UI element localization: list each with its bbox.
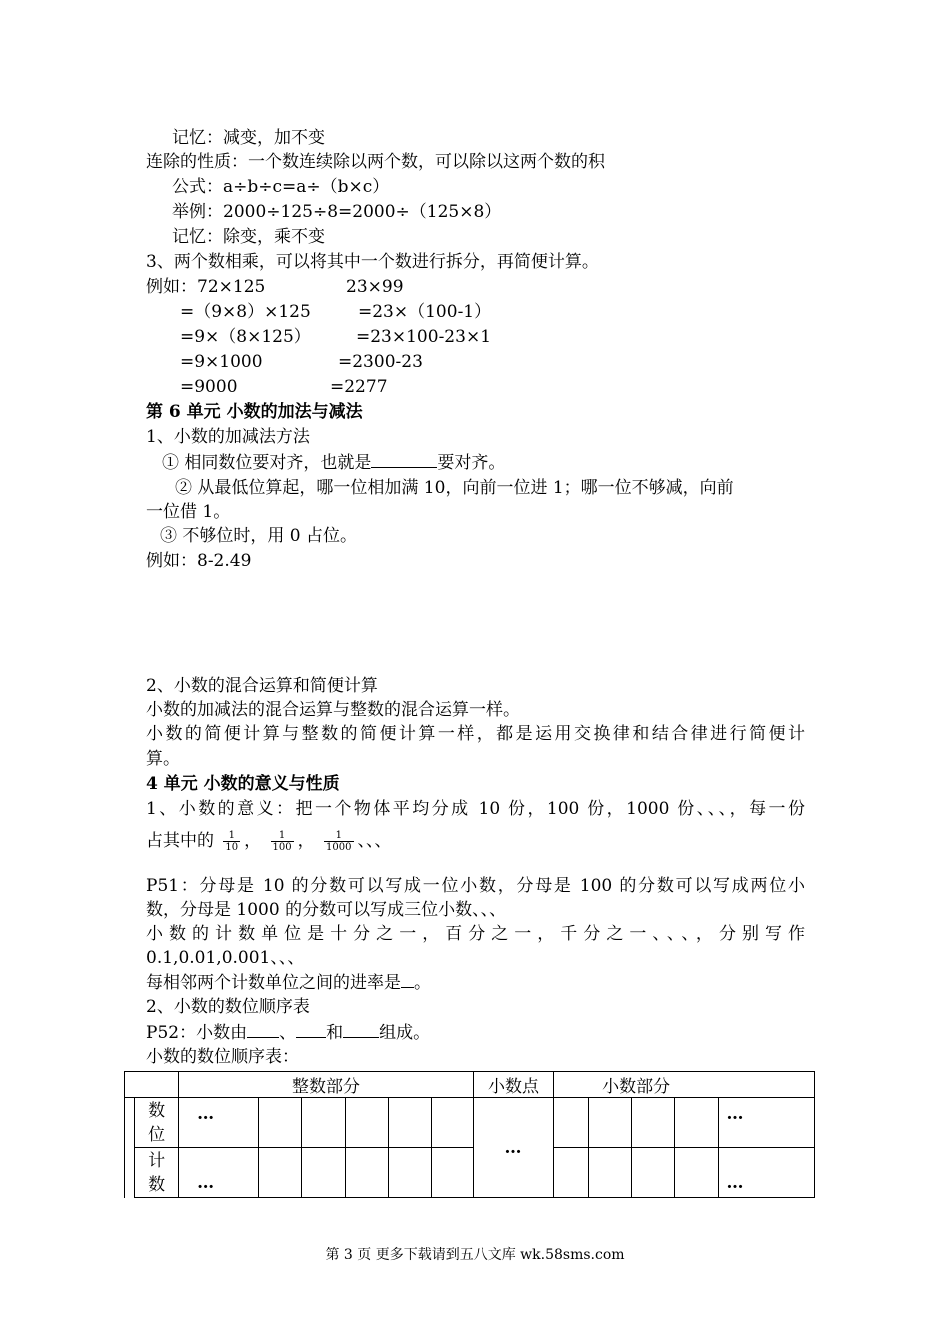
unit6-rule2b: 一位借 1。 (146, 502, 231, 522)
unit6-item2a: 小数的加减法的混合运算与整数的混合运算一样。 (146, 700, 520, 720)
sep-1: ， (244, 831, 262, 851)
example-b5: =2277 (330, 377, 388, 397)
example-line: 举例：2000÷125÷8=2000÷（125×8） (172, 202, 502, 222)
p52-blank-1 (247, 1021, 279, 1038)
p52-blank-3 (343, 1021, 379, 1038)
place-cell (675, 1098, 718, 1148)
unit6-example: 例如：8-2.49 (146, 551, 252, 571)
unit6-item2b: 小数的简便计算与整数的简便计算一样，都是运用交换律和结合律进行简便计 (146, 724, 805, 744)
counting-unit-a: 小数的计数单位是十分之一，百分之一，千分之一、、、，分别写作 (146, 924, 805, 944)
unit4-item1a: 1、小数的意义：把一个物体平均分成 10 份，100 份，1000 份、、、，每一份 (146, 799, 805, 819)
memory-line-1: 记忆：减变，加不变 (172, 128, 325, 148)
formula-line: 公式：a÷b÷c=a÷（b×c） (172, 177, 390, 197)
unit-cell (302, 1148, 345, 1198)
rule1-end: 要对齐。 (437, 453, 506, 473)
p52-sep2: 和 (326, 1023, 344, 1043)
unit-cell (259, 1148, 302, 1198)
unit6-item2: 2、小数的混合运算和简便计算 (146, 676, 378, 696)
place-dots-right: … (718, 1098, 814, 1148)
rate-end: 。 (414, 973, 431, 993)
header-integer-part: 整数部分 (179, 1072, 474, 1098)
unit6-rule3: ③ 不够位时，用 0 占位。 (160, 526, 358, 546)
unit-cell (632, 1148, 675, 1198)
example-a4: =9×1000 (180, 352, 263, 372)
place-cell (345, 1098, 388, 1148)
unit4-item1b (146, 830, 392, 853)
place-cell (431, 1098, 473, 1148)
place-cell (388, 1098, 431, 1148)
unit-dots-right: … (718, 1148, 814, 1198)
example-b4: =2300-23 (338, 352, 423, 372)
item1b-text: 占其中的 (146, 831, 214, 851)
unit-cell (589, 1148, 632, 1198)
counting-unit-b: 0.1,0.01,0.001、、、 (146, 948, 305, 968)
place-dots-left: … (179, 1098, 259, 1148)
example-a5: =9000 (180, 377, 238, 397)
rate-line (146, 971, 431, 994)
frac3-num: 1 (335, 830, 342, 841)
row-label-unit: 计 数 (135, 1148, 179, 1198)
corner-cell (125, 1072, 179, 1098)
unit-dots-left: … (179, 1148, 259, 1198)
header-decimal-part: 小数部分 (554, 1072, 815, 1098)
place-cell (554, 1098, 589, 1148)
unit6-title: 第 6 单元 小数的加法与减法 (146, 402, 363, 422)
rate-blank (401, 971, 414, 988)
unit6-rule1 (162, 451, 505, 474)
p52-line (146, 1021, 430, 1044)
frac2-den: 100 (272, 842, 292, 853)
p51-line-a: P51：分母是 10 的分数可以写成一位小数，分母是 100 的分数可以写成两位小 (146, 876, 805, 896)
example-a2: =（9×8）×125 (180, 302, 311, 322)
unit4-item2: 2、小数的数位顺序表 (146, 997, 310, 1017)
unit-cell (554, 1148, 589, 1198)
frac1-num: 1 (228, 830, 235, 841)
unit-cell (388, 1148, 431, 1198)
place-cell (632, 1098, 675, 1148)
rate-text: 每相邻两个计数单位之间的进率是 (146, 973, 401, 993)
left-margin-cell (125, 1098, 135, 1198)
p52-end: 组成。 (379, 1023, 431, 1043)
place-cell (302, 1098, 345, 1148)
row-label-place: 数 位 (135, 1098, 179, 1148)
frac2-num: 1 (278, 830, 286, 841)
frac3-den: 1000 (326, 842, 352, 853)
sep-2: ， (297, 831, 315, 851)
p52-blank-2 (296, 1021, 326, 1038)
p51-line-b: 数，分母是 1000 的分数可以写成三位小数、、、 (146, 900, 507, 920)
place-cell (589, 1098, 632, 1148)
table-caption: 小数的数位顺序表： (146, 1047, 299, 1067)
fill-blank (371, 451, 437, 468)
division-property: 连除的性质：一个数连续除以两个数，可以除以这两个数的积 (146, 152, 605, 172)
unit-cell (431, 1148, 473, 1198)
example-b2: =23×（100-1） (358, 302, 492, 322)
decimal-place-table (124, 1071, 815, 1198)
unit6-item2c: 算。 (146, 749, 180, 769)
p52-sep1: 、 (279, 1023, 297, 1043)
unit-cell (675, 1148, 718, 1198)
example-a3: =9×（8×125） (180, 327, 311, 347)
fraction-hundredth (271, 830, 294, 853)
tail-dots: 、、、 (357, 831, 392, 851)
header-decimal-point: 小数点 (473, 1072, 553, 1098)
unit6-item1: 1、小数的加减法方法 (146, 427, 310, 447)
rule-3: 3、两个数相乘，可以将其中一个数进行拆分，再简便计算。 (146, 252, 599, 272)
fraction-tenth (223, 830, 240, 853)
unit4-title: 4 单元 小数的意义与性质 (146, 774, 340, 794)
fraction-thousandth (324, 830, 353, 853)
place-cell (259, 1098, 302, 1148)
page-footer: 第 3 页 更多下载请到五八文库 wk.58sms.com (325, 1247, 625, 1263)
example-a1: 例如：72×125 (146, 277, 266, 297)
frac1-den: 10 (225, 842, 239, 853)
unit-cell (345, 1148, 388, 1198)
decimal-point-dots: … (473, 1098, 553, 1198)
memory-line-2: 记忆：除变，乘不变 (172, 227, 325, 247)
p52-text: P52：小数由 (146, 1023, 248, 1043)
unit6-rule2a: ② 从最低位算起，哪一位相加满 10，向前一位进 1；哪一位不够减，向前 (175, 478, 734, 498)
rule1-text: ① 相同数位要对齐，也就是 (162, 453, 372, 473)
example-b1: 23×99 (346, 277, 404, 297)
example-b3: =23×100-23×1 (356, 327, 492, 347)
